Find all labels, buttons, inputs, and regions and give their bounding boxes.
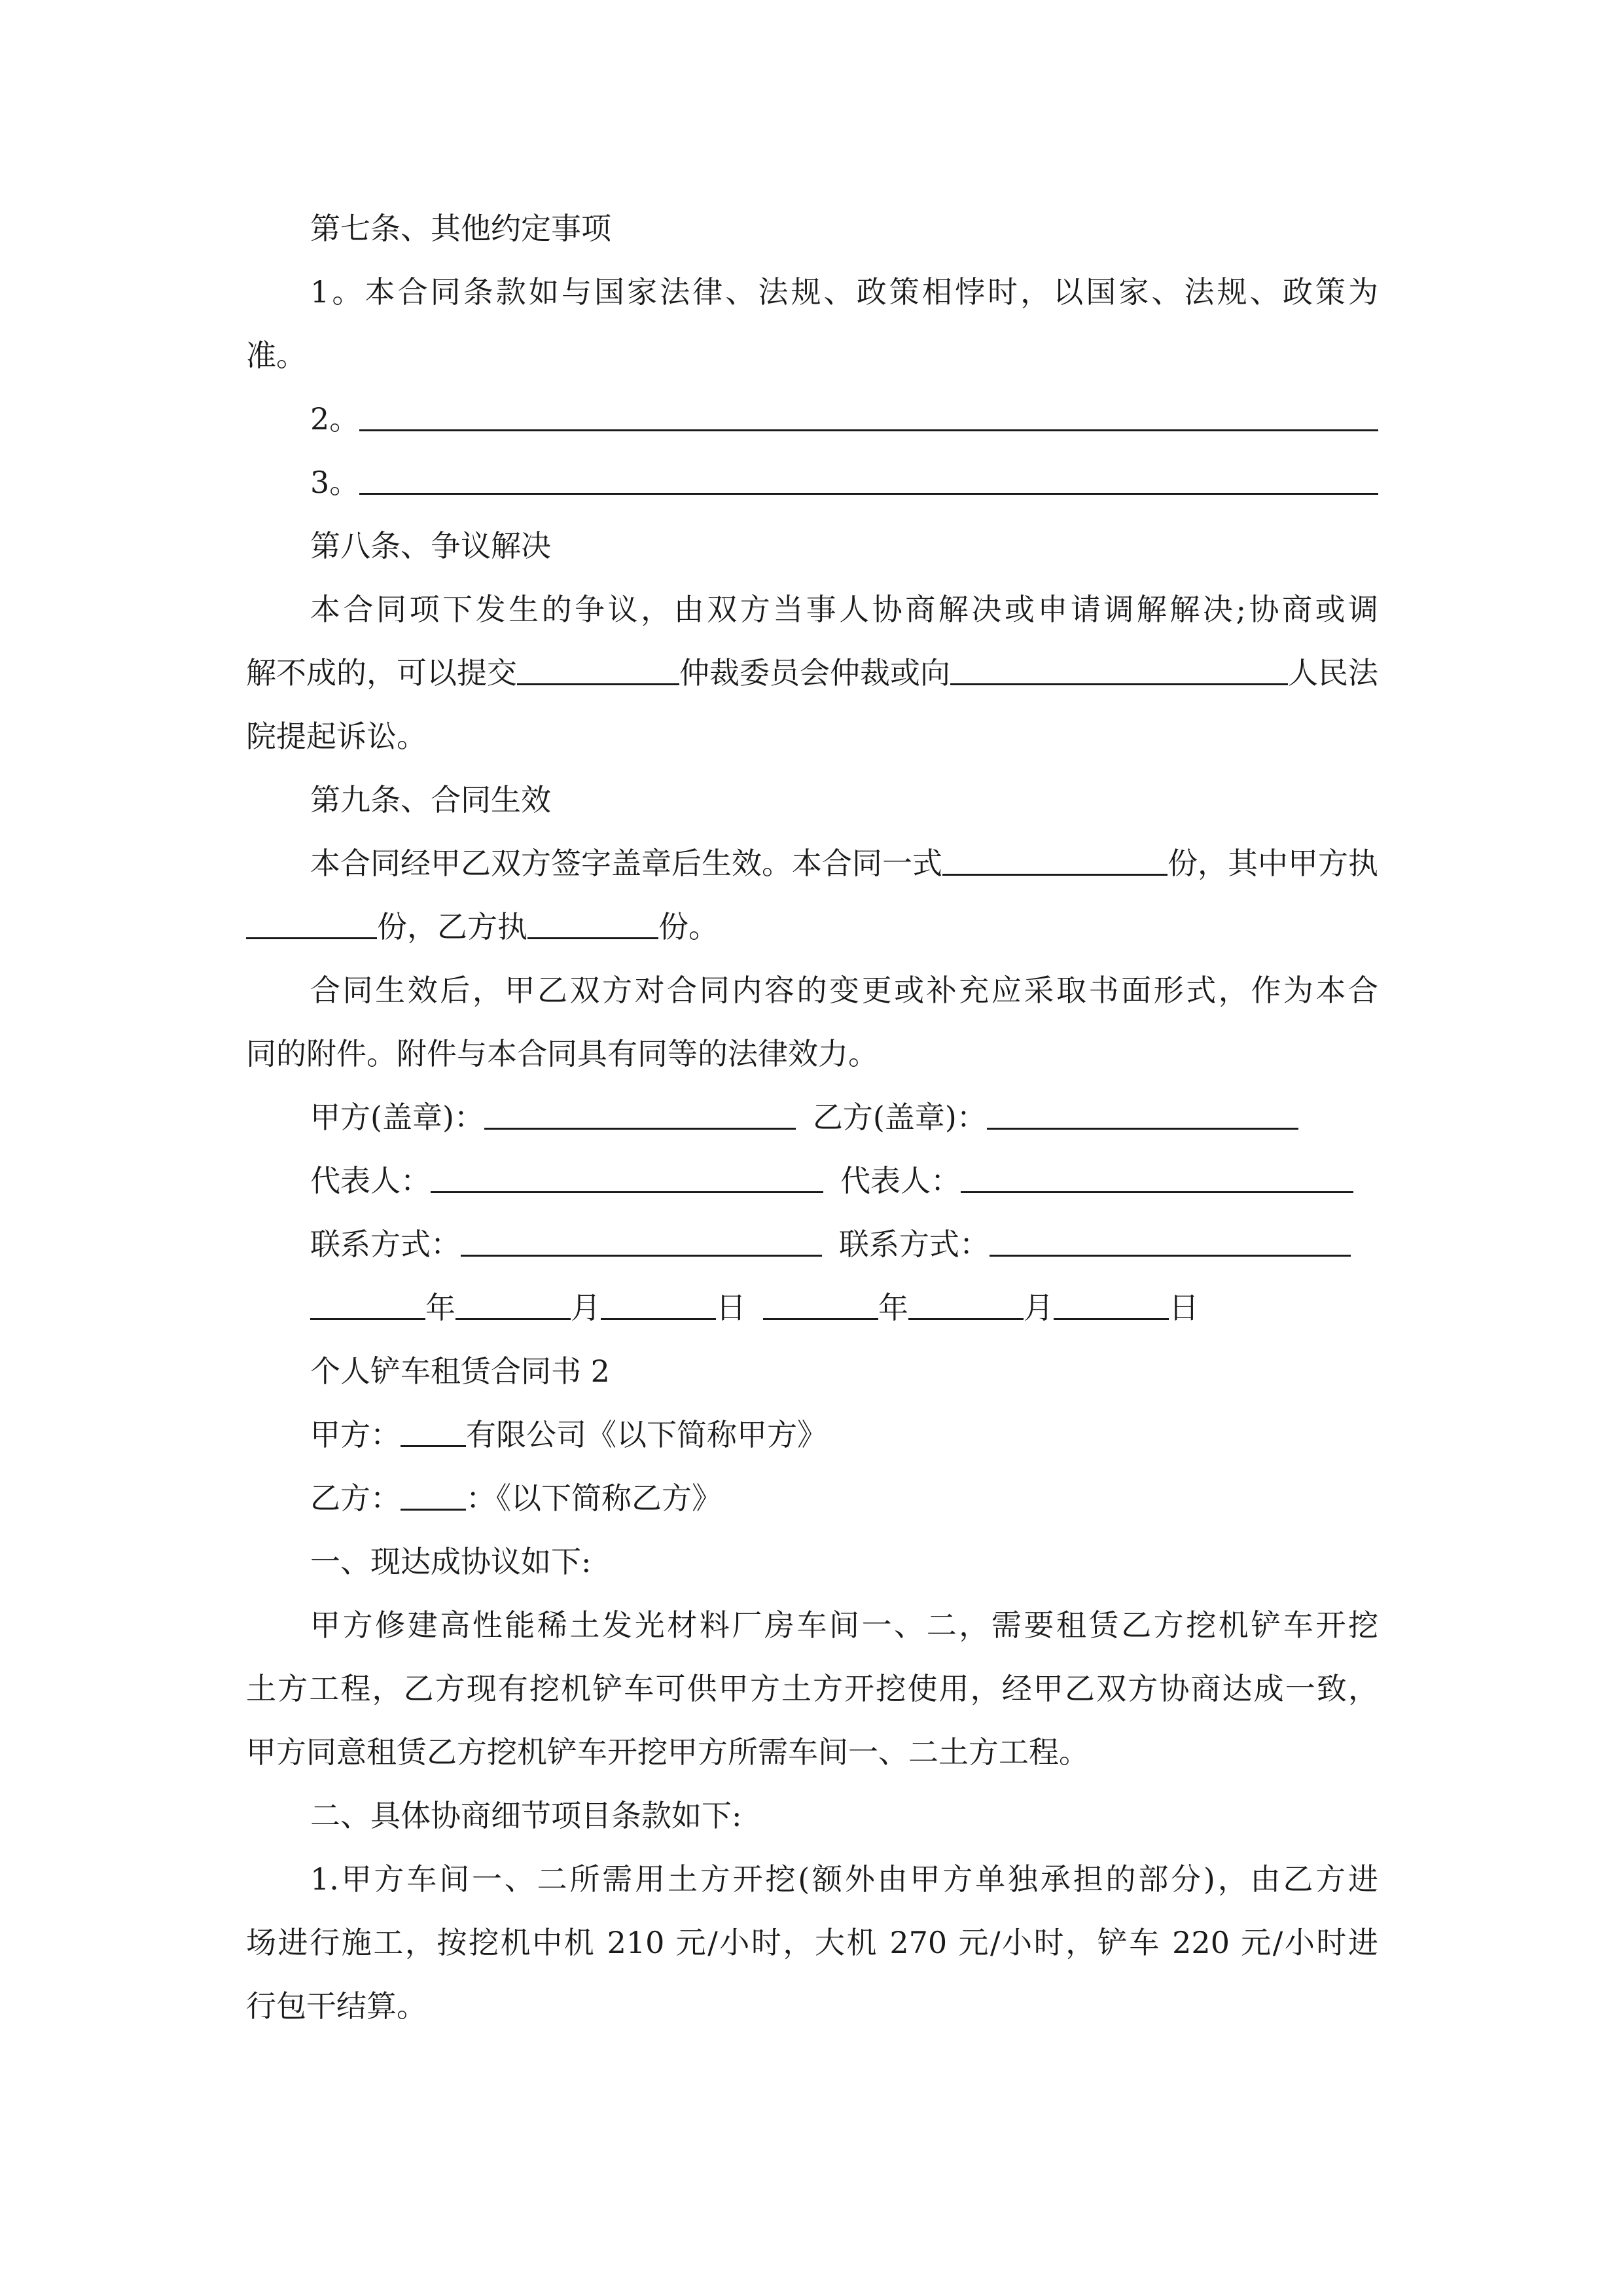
representative-row bbox=[310, 1149, 1378, 1213]
party-a-rep-field bbox=[431, 1149, 823, 1193]
article7-item2-number: 2。 bbox=[310, 401, 360, 437]
copies-total-blank bbox=[942, 832, 1168, 876]
party-b-year-label: 年 bbox=[878, 1290, 908, 1325]
article9-para2-line1: 合同生效后，甲乙双方对合同内容的变更或补充应采取书面形式，作为本合 bbox=[310, 973, 1378, 1008]
party-a-day-blank bbox=[601, 1276, 716, 1320]
contract2-section1-line1: 甲方修建高性能稀土发光材料厂房车间一、二，需要租赁乙方挖机铲车开挖 bbox=[310, 1607, 1378, 1643]
party-a-month-blank bbox=[455, 1276, 571, 1320]
party-a-rep-label: 代表人： bbox=[310, 1163, 431, 1198]
article7-heading: 第七条、其他约定事项 bbox=[310, 211, 611, 246]
contract2-party-a bbox=[310, 1403, 1378, 1467]
party-a-day-label: 日 bbox=[716, 1290, 746, 1325]
article7-item1-line2: 准。 bbox=[246, 338, 306, 373]
party-a-contact-label: 联系方式： bbox=[310, 1227, 461, 1262]
party-b-name-blank bbox=[401, 1467, 466, 1511]
article8-heading: 第八条、争议解决 bbox=[310, 528, 551, 564]
article8-line2-part2: 仲裁委员会仲裁或向 bbox=[679, 655, 950, 691]
party-b-contact-label: 联系方式： bbox=[839, 1227, 990, 1262]
seal-row bbox=[310, 1086, 1378, 1149]
contract2-title: 个人铲车租赁合同书 2 bbox=[310, 1354, 610, 1389]
article8-line2-part1: 解不成的，可以提交 bbox=[246, 655, 517, 691]
party-b-month-blank bbox=[908, 1276, 1024, 1320]
party-a-name-blank bbox=[401, 1403, 466, 1447]
article9-line2-part1: 份，乙方执 bbox=[377, 909, 527, 944]
article8-line2 bbox=[246, 641, 1378, 705]
article9-line1 bbox=[310, 832, 1378, 895]
contract2-item1-line1: 1.甲方车间一、二所需用土方开挖(额外由甲方单独承担的部分)，由乙方进 bbox=[310, 1861, 1378, 1897]
party-a-seal-field bbox=[484, 1086, 796, 1130]
contract2-item1-line2: 场进行施工，按挖机中机 210 元/小时，大机 270 元/小时，铲车 220 元/小时进 bbox=[246, 1925, 1378, 1960]
article7-item2-blank bbox=[359, 387, 1378, 431]
article8-line1: 本合同项下发生的争议，由双方当事人协商解决或申请调解解决;协商或调 bbox=[310, 592, 1378, 627]
party-a-seal-label: 甲方(盖章)： bbox=[310, 1100, 484, 1135]
article7-item2 bbox=[310, 387, 1378, 451]
contract2-party-b-text: ：《以下简称乙方》 bbox=[466, 1480, 722, 1516]
party-b-month-label: 月 bbox=[1024, 1290, 1054, 1325]
contract2-section1-heading: 一、现达成协议如下: bbox=[310, 1544, 592, 1579]
contract2-section1-line3: 甲方同意租赁乙方挖机铲车开挖甲方所需车间一、二土方工程。 bbox=[246, 1734, 1089, 1770]
article9-heading: 第九条、合同生效 bbox=[310, 782, 551, 817]
date-row bbox=[310, 1276, 1378, 1340]
party-b-seal-label: 乙方(盖章)： bbox=[812, 1100, 987, 1135]
party-a-contact-field bbox=[461, 1213, 822, 1257]
party-b-rep-label: 代表人： bbox=[840, 1163, 961, 1198]
article8-line2-part3: 人民法 bbox=[1288, 655, 1378, 691]
article7-item1-line1: 1。本合同条款如与国家法律、法规、政策相悖时，以国家、法规、政策为 bbox=[310, 274, 1378, 310]
contract2-party-a-label: 甲方： bbox=[310, 1417, 401, 1452]
article9-para2-line2: 同的附件。附件与本合同具有同等的法律效力。 bbox=[246, 1036, 878, 1071]
party-a-year-label: 年 bbox=[425, 1290, 455, 1325]
party-a-copies-blank bbox=[246, 895, 377, 939]
article8-line3: 院提起诉讼。 bbox=[246, 719, 427, 754]
party-b-contact-field bbox=[990, 1213, 1351, 1257]
party-b-day-blank bbox=[1054, 1276, 1169, 1320]
arbitration-committee-blank bbox=[517, 641, 679, 685]
contract2-party-b-label: 乙方： bbox=[310, 1480, 401, 1516]
contract2-item1-line3: 行包干结算。 bbox=[246, 1988, 427, 2024]
party-b-year-blank bbox=[763, 1276, 878, 1320]
contract2-party-b bbox=[310, 1467, 1378, 1530]
article9-line1-part2: 份，其中甲方执 bbox=[1168, 846, 1378, 881]
party-b-seal-field bbox=[987, 1086, 1298, 1130]
contact-row bbox=[310, 1213, 1378, 1276]
article7-item3-blank bbox=[359, 451, 1378, 495]
party-a-year-blank bbox=[310, 1276, 425, 1320]
party-b-rep-field bbox=[961, 1149, 1353, 1193]
party-b-copies-blank bbox=[527, 895, 658, 939]
article9-line1-part1: 本合同经甲乙双方签字盖章后生效。本合同一式 bbox=[310, 846, 942, 881]
party-a-month-label: 月 bbox=[571, 1290, 601, 1325]
article7-item3 bbox=[310, 451, 1378, 514]
contract2-party-a-text: 有限公司《以下简称甲方》 bbox=[466, 1417, 827, 1452]
article7-item3-number: 3。 bbox=[310, 465, 360, 500]
article9-line2-part2: 份。 bbox=[658, 909, 719, 944]
contract2-section2-heading: 二、具体协商细节项目条款如下: bbox=[310, 1798, 742, 1833]
contract2-section1-line2: 土方工程，乙方现有挖机铲车可供甲方土方开挖使用，经甲乙双方协商达成一致， bbox=[246, 1671, 1378, 1706]
article9-line2 bbox=[246, 895, 1378, 959]
court-blank bbox=[950, 641, 1288, 685]
party-b-day-label: 日 bbox=[1169, 1290, 1199, 1325]
